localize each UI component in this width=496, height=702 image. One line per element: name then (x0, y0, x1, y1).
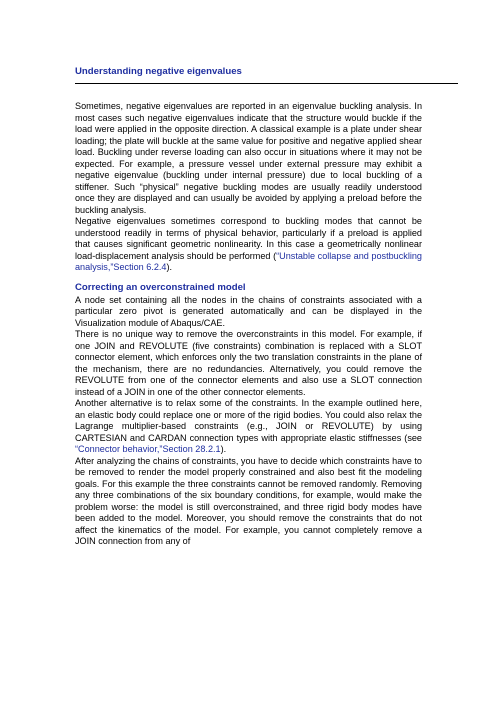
paragraph-overconstrained-4: After analyzing the chains of constraints, you have to decide which constraints have to be removed to render the model properly constrained and also best fit the modeling goals. For this example the three constraints cannot be removed randomly. Removing any three combinations of the six boundary conditions, for example, would make the problem worse: the model is still overconstrained, and three rigid body modes have been added to the model. Moreover, you should remove the constraints that do not affect the kinematics of the model. For example, you cannot completely remove a JOIN connection from any of (75, 455, 422, 546)
paragraph-overconstrained-3 (75, 398, 422, 456)
cross-reference-link-connector-behavior[interactable]: “Connector behavior,”Section 28.2.1 (75, 444, 221, 454)
paragraph-text: Another alternative is to relax some of the constraints. In the example outlined here, an elastic body could replace one or more of the rigid bodies. You could also relax the Lagrange multiplier-based constraints (e.g., JOIN or REVOLUTE) by using CARTESIAN and CARDAN connection types with appropriate elastic stiffnesses (see (75, 398, 422, 443)
cross-reference-link-unstable-collapse[interactable]: “Unstable collapse and postbuckling analysis,”Section 6.2.4 (75, 250, 422, 272)
heading-divider (75, 83, 458, 84)
paragraph-negative-eigenvalues-1: Sometimes, negative eigenvalues are reported in an eigenvalue buckling analysis. In most cases such negative eigenvalues indicate that the structure would buckle if the load were applied in the opposite direction. A classical example is a plate under shear loading; the plate will buckle at the same value for positive and negative applied shear load. Buckling under reverse loading can also occur in situations where it may not be expected. For example, a pressure vessel under external pressure may exhibit a negative eigenvalue (buckling under internal pressure) due to local buckling of a stiffener. Such “physical” negative buckling modes are usually readily understood once they are displayed and can usually be avoided by applying a preload before the buckling analysis. (75, 101, 422, 215)
paragraph-text: Negative eigenvalues sometimes correspond to buckling modes that cannot be understood readily in terms of physical behavior, particularly if a preload is applied that causes significant geometric nonlinearity. In this case a geometrically nonlinear load-displacement analysis should be performed ( (75, 216, 422, 261)
section-heading-negative-eigenvalues: Understanding negative eigenvalues (75, 66, 242, 77)
paragraph-overconstrained-2: There is no unique way to remove the overconstraints in this model. For example, if one JOIN and REVOLUTE (five constraints) combination is replaced with a SLOT connector element, which enforces only the two translation constraints in the plane of the mechanism, there are no redundancies. Alternatively, you could remove the REVOLUTE from one of the connector elements and also use a SLOT connection instead of a JOIN in one of the other connector elements. (75, 329, 422, 397)
section-heading-overconstrained-model: Correcting an overconstrained model (75, 281, 246, 293)
paragraph-text: ). (220, 444, 227, 454)
paragraph-overconstrained-1: A node set containing all the nodes in the chains of constraints associated with a particular zero pivot is generated automatically and can be displayed in the Visualization module of Abaqus/CAE. (75, 294, 422, 328)
paragraph-text: ). (166, 262, 173, 272)
paragraph-negative-eigenvalues-2 (75, 216, 422, 274)
document-page (75, 66, 422, 548)
